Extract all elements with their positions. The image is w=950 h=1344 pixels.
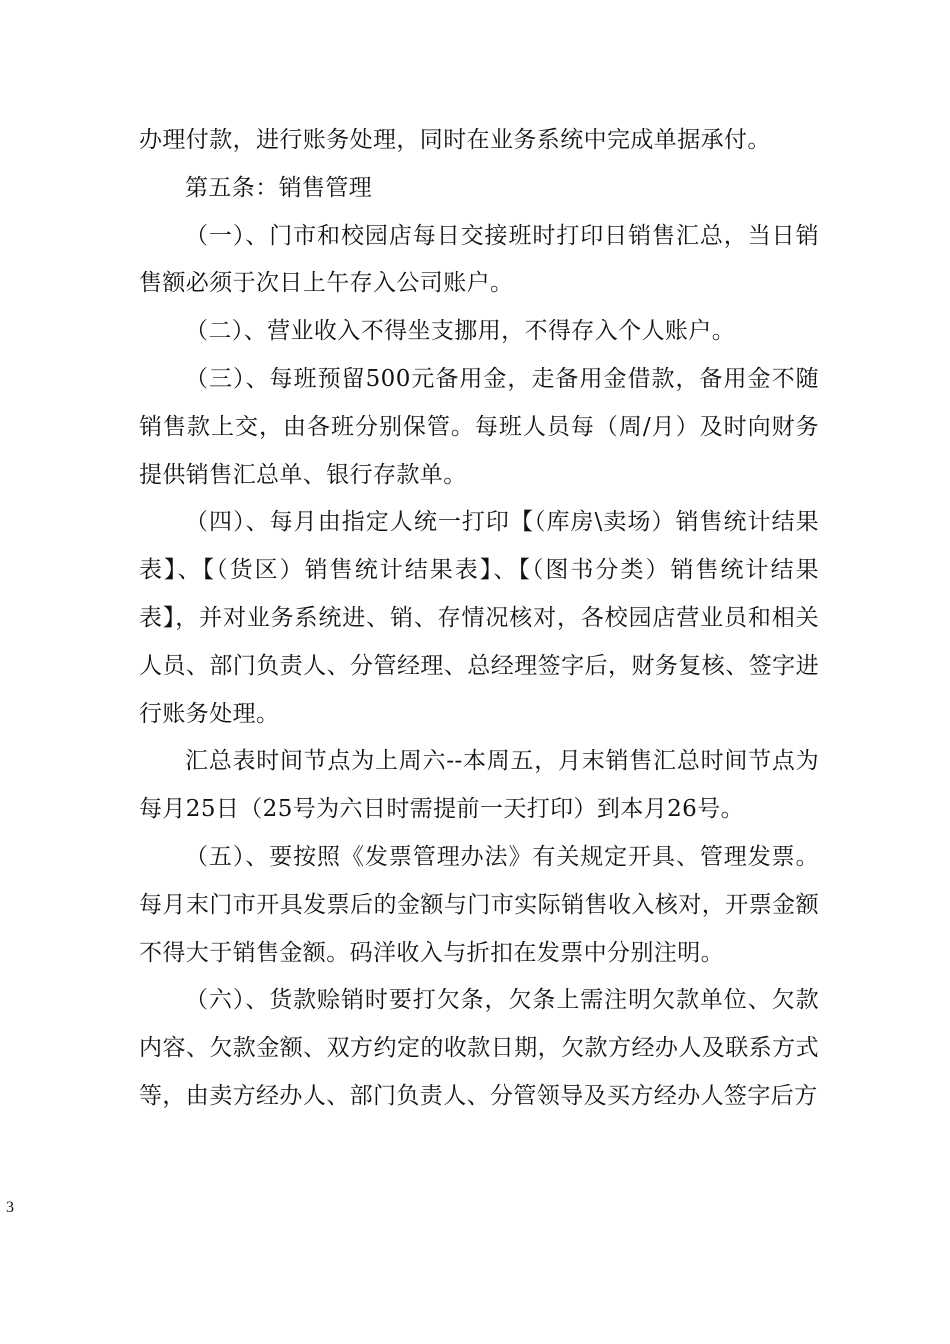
page-number: 3 bbox=[6, 1199, 14, 1216]
paragraph-item-4: （四）、每月由指定人统一打印【（库房\卖场）销售统计结果表】、【（货区）销售统计结果表】、【（图书分类）销售统计结果表】，并对业务系统进、销、存情况核对，各校园店营业员和相关人员、部门负责人、分管经理、总经理签字后，财务复核、签字进行账务处理。 bbox=[139, 509, 819, 727]
paragraph-item-3: （三）、每班预留500元备用金，走备用金借款，备用金不随销售款上交，由各班分别保管。每班人员每（周/月）及时向财务提供销售汇总单、银行存款单。 bbox=[139, 365, 819, 488]
paragraph-summary-timing: 汇总表时间节点为上周六--本周五，月末销售汇总时间节点为每月25日（25号为六日时需提前一天打印）到本月26号。 bbox=[139, 748, 819, 823]
section-heading-sales-management: 第五条：销售管理 bbox=[185, 174, 373, 201]
document-body bbox=[139, 117, 819, 1121]
paragraph-item-2: （二）、营业收入不得坐支挪用，不得存入个人账户。 bbox=[185, 318, 736, 345]
paragraph-payment-handling: 办理付款，进行账务处理，同时在业务系统中完成单据承付。 bbox=[139, 127, 771, 153]
paragraph-item-1: （一）、门市和校园店每日交接班时打印日销售汇总，当日销售额必须于次日上午存入公司账户。 bbox=[139, 222, 819, 297]
paragraph-item-5: （五）、要按照《发票管理办法》有关规定开具、管理发票。每月末门市开具发票后的金额与门市实际销售收入核对，开票金额不得大于销售金额。码洋收入与折扣在发票中分别注明。 bbox=[139, 843, 819, 966]
paragraph-item-6: （六）、货款赊销时要打欠条，欠条上需注明欠款单位、欠款内容、欠款金额、双方约定的收款日期，欠款方经办人及联系方式等，由卖方经办人、部门负责人、分管领导及买方经办人签字后方 bbox=[139, 987, 819, 1109]
